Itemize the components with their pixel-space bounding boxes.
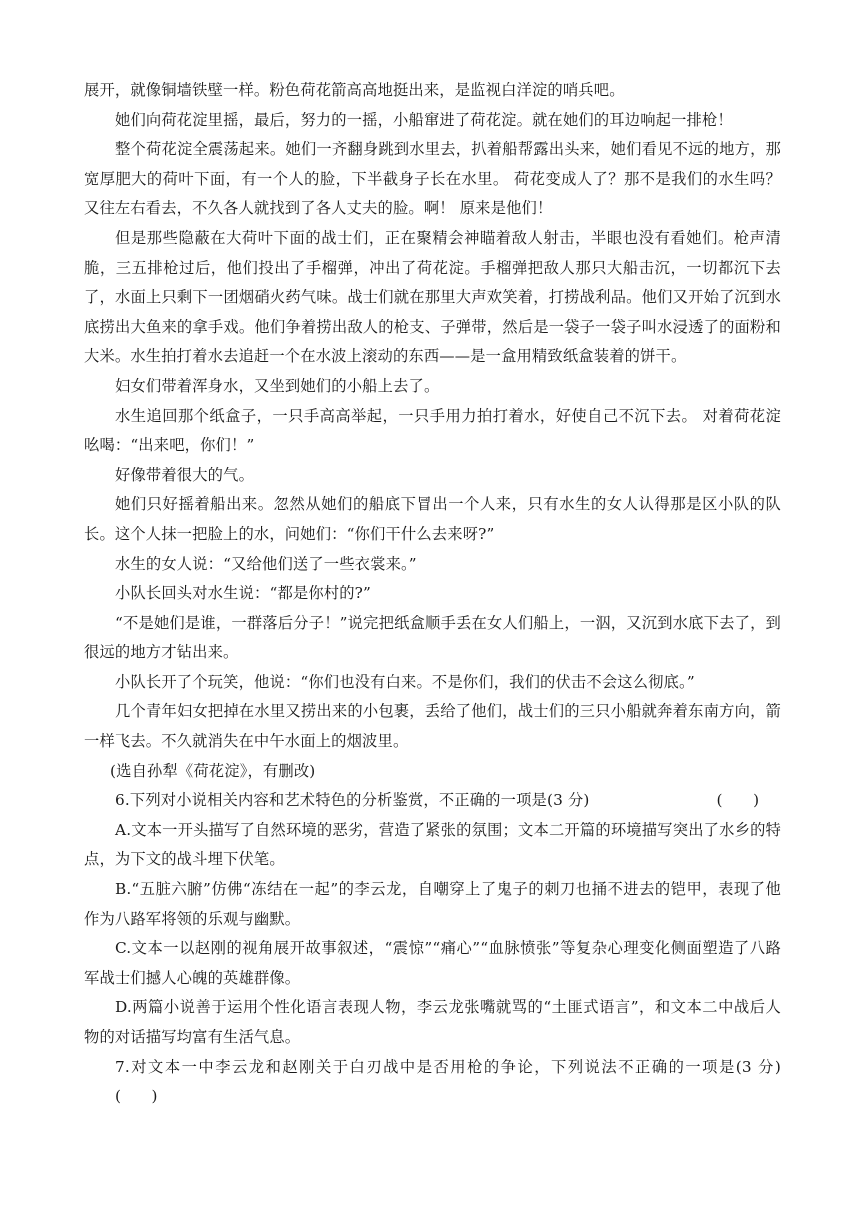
paragraph: 整个荷花淀全震荡起来。她们一齐翻身跳到水里去，扒着船帮露出头来，她们看见不远的地方，那宽厚肥大的荷叶下面，有一个人的脸，下半截身子长在水里。 荷花变成人了？那不是我们的水生吗？又往左右看去，不久各人就找到了各人丈夫的脸。啊！ 原来是他们！ — [84, 140, 781, 218]
paragraph: “不是她们是谁，一群落后分子！”说完把纸盒顺手丢在女人们船上，一泅，又沉到水底下去了，到很远的地方才钻出来。 — [84, 613, 781, 662]
paragraph: 小队长回头对水生说：“都是你村的?” — [115, 584, 371, 603]
question-7-text: 7.对文本一中李云龙和赵刚关于白刃战中是否用枪的争论，下列说法不正确的一项是(3 分) — [115, 1057, 781, 1076]
paragraph: 展开，就像铜墙铁壁一样。粉色荷花箭高高地挺出来，是监视白洋淀的哨兵吧。 — [84, 81, 625, 99]
question-6-text: 6.下列对小说相关内容和艺术特色的分析鉴赏，不正确的一项是(3 分) — [115, 791, 590, 810]
answer-blank: ( ) — [115, 1087, 158, 1106]
paragraph: 她们向荷花淀里摇，最后，努力的一摇，小船窜进了荷花淀。就在她们的耳边响起一排枪！ — [115, 110, 733, 129]
paragraph: 好像带着很大的气。 — [115, 465, 255, 484]
option-d: D.两篇小说善于运用个性化语言表现人物，李云龙张嘴就骂的“土匪式语言”，和文本二中战后人物的对话描写均富有生活气息。 — [84, 998, 781, 1046]
question-7-stem — [84, 1053, 781, 1112]
option-b: B.“五脏六腑”仿佛“冻结在一起”的李云龙，自嘲穿上了鬼子的刺刀也捅不进去的铠甲，表现了他作为八路军将领的乐观与幽默。 — [84, 880, 781, 928]
paragraph: 水生追回那个纸盒子，一只手高高举起，一只手用力拍打着水，好使自己不沉下去。 对着荷花淀吆喝：“出来吧，你们！” — [84, 406, 781, 455]
paragraph: 妇女们带着浑身水，又坐到她们的小船上去了。 — [115, 376, 440, 395]
paragraph: 水生的女人说：“又给他们送了一些衣裳来。” — [115, 554, 417, 573]
paragraph: 小队长开了个玩笑，他说：“你们也没有白来。不是你们，我们的伏击不会这么彻底。” — [115, 672, 695, 691]
paragraph: 但是那些隐蔽在大荷叶下面的战士们，正在聚精会神瞄着敌人射击，半眼也没有看她们。枪声清脆，三五排枪过后，他们投出了手榴弹，冲出了荷花淀。手榴弹把敌人那只大船击沉，一切都沉下去了，水面上只剩下一团烟硝火药气味。战士们就在那里大声欢笑着，打捞战利品。他们又开始了沉到水底捞出大鱼来的拿手戏。他们争着捞出敌人的枪支、子弹带，然后是一袋子一袋子叫水浸透了的面粉和大米。水生拍打着水去追赶一个在水波上滚动的东西——是一盒用精致纸盒装着的饼干。 — [84, 228, 781, 366]
paragraph: 几个青年妇女把掉在水里又捞出来的小包裹，丢给了他们，战士们的三只小船就奔着东南方向，箭一样飞去。不久就消失在中午水面上的烟波里。 — [84, 702, 781, 751]
source-citation: (选自孙犁《荷花淀》，有删改) — [110, 761, 316, 780]
option-c: C.文本一以赵刚的视角展开故事叙述，“震惊”“痛心”“血脉愤张”等复杂心理变化侧面塑造了八路军战士们撼人心魄的英雄群像。 — [84, 939, 781, 987]
option-a: A.文本一开头描写了自然环境的恶劣，营造了紧张的氛围；文本二开篇的环境描写突出了水乡的特点，为下文的战斗埋下伏笔。 — [84, 820, 781, 869]
document-page — [84, 76, 781, 1112]
answer-blank: ( ) — [716, 791, 760, 810]
question-6-stem — [84, 786, 781, 816]
paragraph: 她们只好摇着船出来。忽然从她们的船底下冒出一个人来，只有水生的女人认得那是区小队的队长。这个人抹一把脸上的水，问她们：“你们干什么去来呀?” — [84, 495, 781, 543]
